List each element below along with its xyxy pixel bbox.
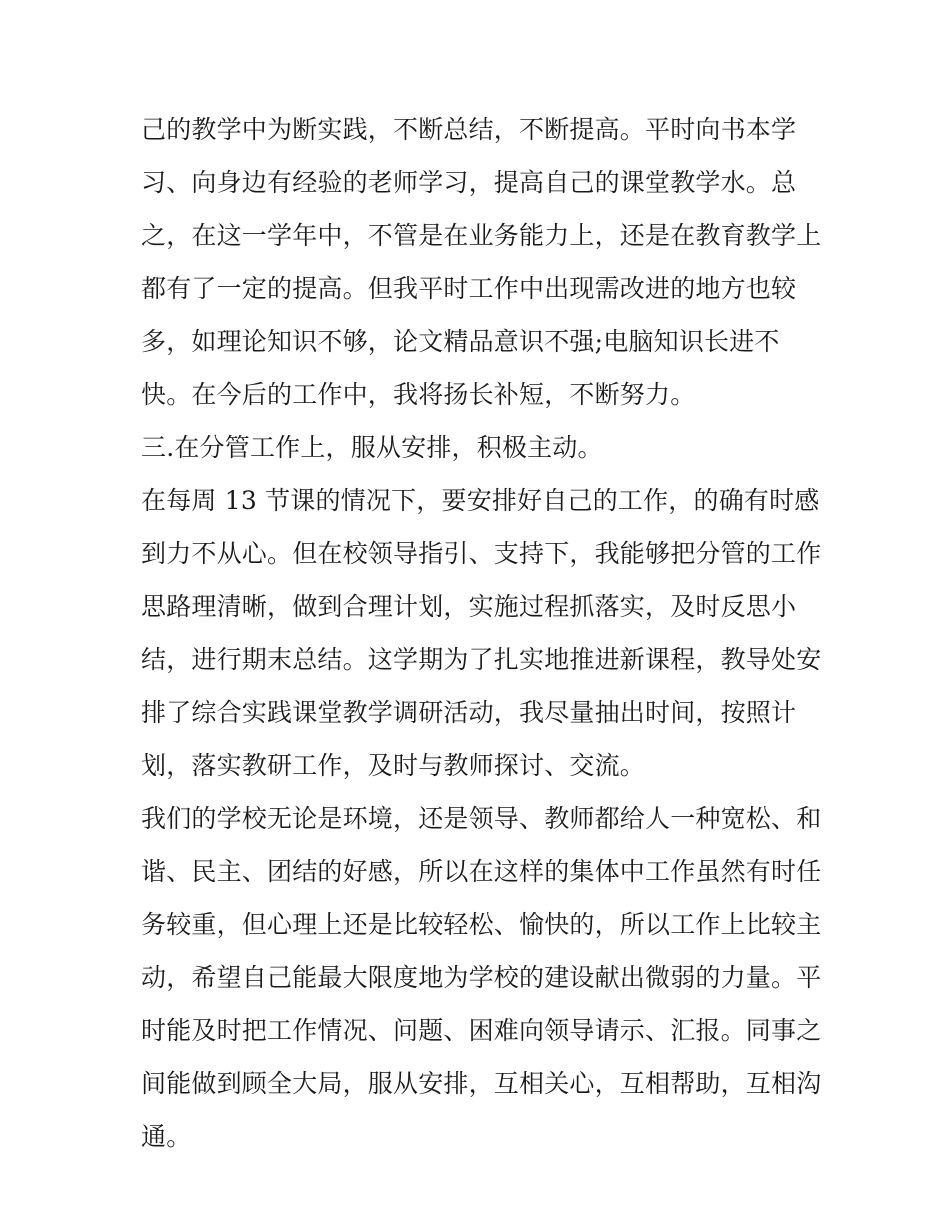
text-line: 时能及时把工作情况、问题、困难向领导请示、汇报。同事之 [141, 1016, 822, 1045]
text-line: 之，在这一学年中，不管是在业务能力上，还是在教育教学上 [141, 221, 822, 250]
text-line: 动，希望自己能最大限度地为学校的建设献出微弱的力量。平 [141, 963, 822, 992]
text-line: 我们的学校无论是环境，还是领导、教师都给人一种宽松、和 [141, 804, 822, 833]
text-line: 己的教学中为断实践，不断总结，不断提高。平时向书本学 [141, 115, 797, 144]
text-line: 习、向身边有经验的老师学习，提高自己的课堂教学水。总 [141, 168, 797, 197]
text-line: 都有了一定的提高。但我平时工作中出现需改进的地方也较 [141, 274, 797, 303]
text-line: 多，如理论知识不够，论文精品意识不强;电脑知识长进不 [141, 327, 780, 356]
text-line: 快。在今后的工作中，我将扬长补短，不断努力。 [141, 380, 696, 409]
text-line: 间能做到顾全大局，服从安排，互相关心，互相帮助，互相沟 [141, 1069, 822, 1098]
section-heading: 三.在分管工作上，服从安排，积极主动。 [141, 433, 603, 462]
text-line: 通。 [141, 1122, 192, 1151]
text-line: 在每周 13 节课的情况下，要安排好自己的工作，的确有时感 [141, 486, 820, 515]
text-line: 思路理清晰，做到合理计划，实施过程抓落实，及时反思小 [141, 592, 797, 621]
text-line: 谐、民主、团结的好感，所以在这样的集体中工作虽然有时任 [141, 857, 822, 886]
text-line: 结，进行期末总结。这学期为了扎实地推进新课程，教导处安 [141, 645, 822, 674]
text-line: 到力不从心。但在校领导指引、支持下，我能够把分管的工作 [141, 539, 822, 568]
text-line: 务较重，但心理上还是比较轻松、愉快的，所以工作上比较主 [141, 910, 822, 939]
text-line: 排了综合实践课堂教学调研活动，我尽量抽出时间，按照计 [141, 698, 797, 727]
text-line: 划，落实教研工作，及时与教师探讨、交流。 [141, 751, 646, 780]
